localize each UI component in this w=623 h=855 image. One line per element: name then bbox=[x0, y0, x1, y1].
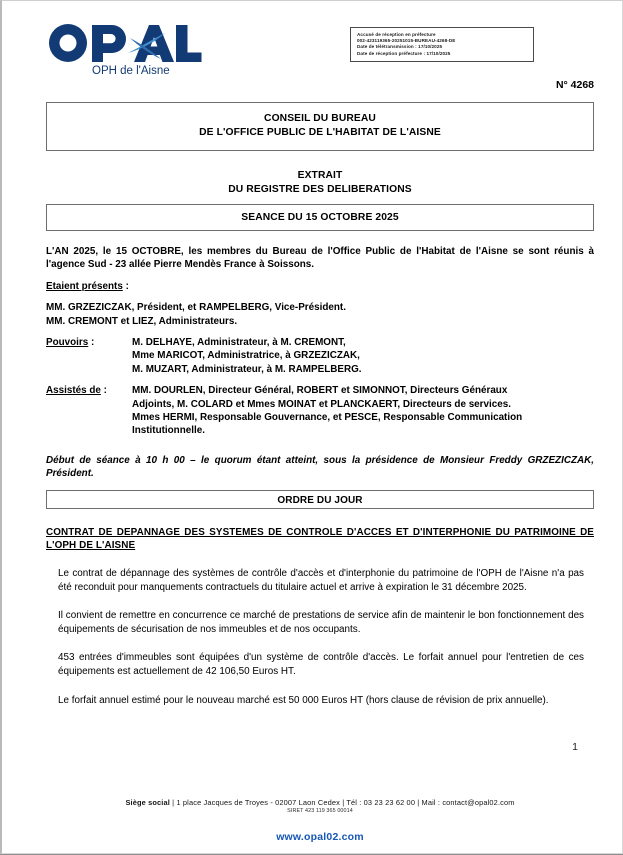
assisted-label: Assistés de bbox=[46, 385, 101, 397]
document-footer bbox=[46, 798, 594, 843]
powers-line: Mme MARICOT, Administratrice, à GRZEZICZAK, bbox=[132, 350, 360, 362]
footer-legal-label: Siège social bbox=[125, 798, 170, 807]
assisted-colon: : bbox=[100, 385, 107, 397]
agenda-box bbox=[46, 490, 594, 509]
session-opening-note: Début de séance à 10 h 00 – le quorum étant atteint, sous la présidence de Monsieur Freddy GRZEZICZAK, Président. bbox=[46, 454, 594, 480]
stamp-line-receipt: Accusé de réception en préfecture bbox=[357, 32, 436, 37]
extract-heading bbox=[46, 169, 594, 196]
present-line: MM. GRZEZICZAK, Président, et RAMPELBERG, Vice-Président. bbox=[46, 302, 346, 314]
powers-line: M. DELHAYE, Administrateur, à M. CREMONT, bbox=[132, 337, 346, 349]
title-line-2: DE L'OFFICE PUBLIC DE L'HABITAT DE L'AISNE bbox=[199, 126, 441, 138]
powers-row bbox=[46, 349, 594, 362]
powers-line: M. MUZART, Administrateur, à M. RAMPELBERG. bbox=[132, 363, 362, 375]
session-box bbox=[46, 204, 594, 231]
assisted-line: Adjoints, M. COLARD et Mmes MOINAT et PLANCKAERT, Directeurs de services. bbox=[132, 398, 511, 410]
agenda-paragraph: Le contrat de dépannage des systèmes de contrôle d'accès et d'interphonie du patrimoine de l'OPH de l'Aisne n'a pas été reconduit pour manquements contractuels du titulaire actuel et arrive à expiration le 31 décembre 2025. bbox=[58, 568, 584, 593]
page-content bbox=[46, 1, 594, 855]
agenda-paragraph-block bbox=[46, 694, 594, 708]
document-body bbox=[46, 245, 594, 707]
powers-colon: : bbox=[88, 337, 95, 349]
agenda-subject-title: CONTRAT DE DEPANNAGE DES SYSTEMES DE CONTROLE D'ACCES ET D'INTERPHONIE DU PATRIMOINE DE L'OPH DE L'AISNE bbox=[46, 526, 594, 551]
logo-wordmark-shape bbox=[49, 24, 202, 62]
agenda-heading: ORDRE DU JOUR bbox=[277, 494, 363, 506]
present-colon: : bbox=[122, 280, 129, 292]
present-line: MM. CREMONT et LIEZ, Administrateurs. bbox=[46, 315, 238, 327]
agenda-paragraph: Il convient de remettre en concurrence ce marché de prestations de service afin de maintenir le bon fonctionnement des équipements de sécurisation de nos immeubles et de nos occupants. bbox=[58, 610, 584, 635]
assisted-first-row bbox=[46, 384, 594, 397]
session-date-label: SEANCE DU 15 OCTOBRE 2025 bbox=[241, 212, 399, 223]
title-box bbox=[46, 102, 594, 151]
agenda-paragraph-block bbox=[46, 609, 594, 636]
agenda-paragraph: 453 entrées d'immeubles sont équipées d'un système de contrôle d'accès. Le forfait annuel pour l'entretien de ces équipements est actuellement de 42 106,50 Euros HT. bbox=[58, 652, 584, 678]
prefecture-receipt-stamp bbox=[350, 27, 534, 62]
powers-first-row bbox=[46, 336, 594, 349]
footer-website-link[interactable]: www.opal02.com bbox=[276, 831, 364, 843]
powers-spacer bbox=[46, 349, 132, 362]
powers-label-cell bbox=[46, 336, 132, 349]
footer-siret: SIRET 423 119 365 00014 bbox=[287, 808, 353, 814]
attendance-intro: L'AN 2025, le 15 OCTOBRE, les membres du Bureau de l'Office Public de l'Habitat de l'Aisne se sont réunis à l'agence Sud - 23 allée Pierre Mendès France à Soissons. bbox=[46, 246, 594, 271]
powers-row bbox=[46, 363, 594, 376]
stamp-line-reference: 002-423119365-20251015-BUREAU-4268-DE bbox=[357, 38, 456, 44]
assisted-line: MM. DOURLEN, Directeur Général, ROBERT et SIMONNOT, Directeurs Généraux bbox=[132, 385, 508, 397]
stamp-line-reception-date: Date de réception préfecture : 17/10/2025 bbox=[357, 50, 451, 56]
agenda-paragraph-block bbox=[46, 567, 594, 594]
title-line-1: CONSEIL DU BUREAU bbox=[264, 113, 376, 124]
powers-label: Pouvoirs bbox=[46, 337, 89, 349]
extract-line-2: DU REGISTRE DES DELIBERATIONS bbox=[228, 183, 412, 195]
assisted-label-cell bbox=[46, 384, 132, 397]
agenda-paragraph: Le forfait annuel estimé pour le nouveau marché est 50 000 Euros HT (hors clause de révision de prix annuelle). bbox=[58, 694, 549, 706]
assisted-line: Mmes HERMI, Responsable Gouvernance, et PESCE, Responsable Communication bbox=[132, 412, 523, 424]
logo-tagline-text: OPH de l'Aisne bbox=[92, 65, 170, 77]
agenda-paragraph-block bbox=[46, 651, 594, 678]
document-number: N° 4268 bbox=[555, 79, 594, 91]
footer-legal-rest: | 1 place Jacques de Troyes - 02007 Laon Cedex | Tél : 03 23 23 62 00 | Mail : contact@opal02.com bbox=[169, 798, 515, 807]
present-label-row bbox=[46, 280, 594, 293]
page-number: 1 bbox=[572, 741, 578, 753]
assisted-line: Institutionnelle. bbox=[132, 425, 205, 437]
extract-line-1: EXTRAIT bbox=[297, 170, 343, 181]
footer-legal-line bbox=[46, 798, 594, 807]
stamp-line-transmission-date: Date de télétransmission : 17/10/2025 bbox=[357, 44, 443, 50]
opal-logo bbox=[42, 23, 202, 77]
powers-spacer bbox=[46, 363, 132, 376]
document-header bbox=[46, 1, 594, 91]
present-label: Etaient présents bbox=[46, 280, 123, 292]
